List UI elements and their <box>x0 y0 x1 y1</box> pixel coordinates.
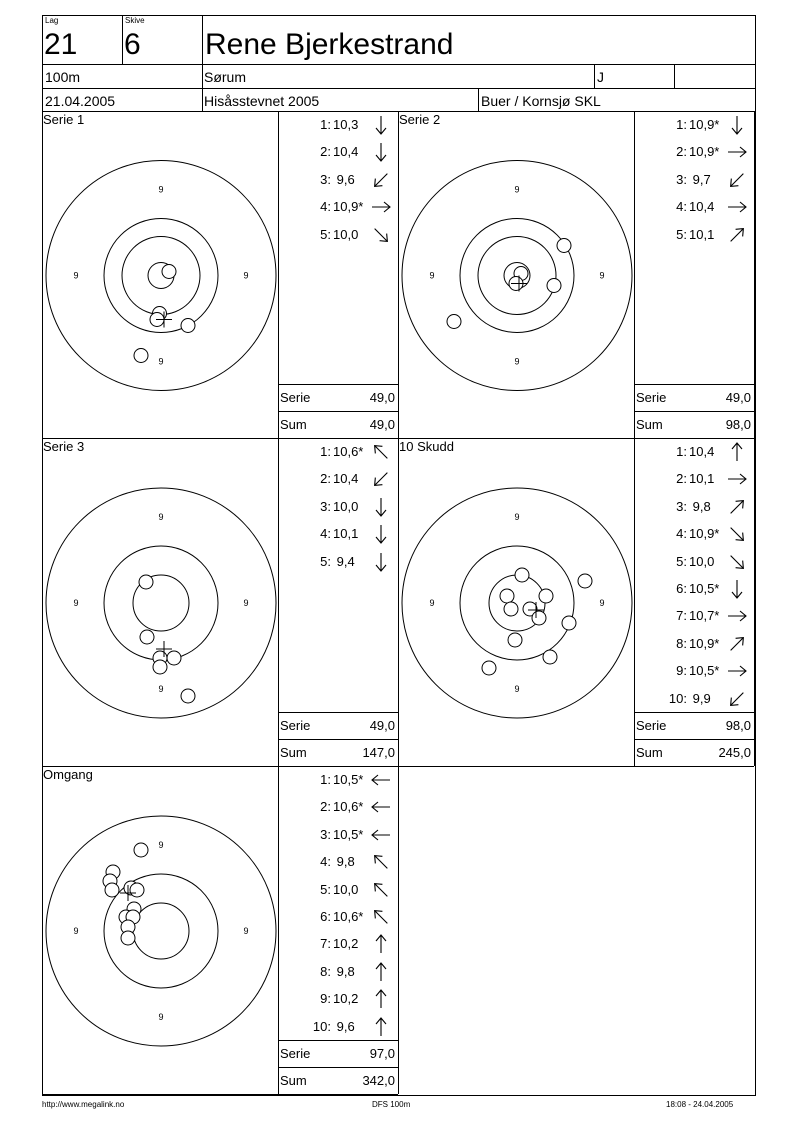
sum-label: Sum <box>280 1073 307 1088</box>
ring-label: 9 <box>243 270 249 281</box>
target-diagram <box>398 438 634 766</box>
direction-arrow-icon <box>371 989 391 1009</box>
direction-arrow-icon <box>371 962 391 982</box>
direction-arrow-icon <box>371 770 391 790</box>
shot-impact <box>578 574 592 588</box>
shot-number: 3: <box>676 171 687 187</box>
shot-number: 8: <box>676 635 687 651</box>
serie-label: Serie <box>280 1046 311 1061</box>
ring-label: 9 <box>514 684 520 694</box>
shot-number: 2: <box>320 471 331 487</box>
shot-impact <box>562 616 576 630</box>
sum-value: 49,0 <box>369 417 395 432</box>
date: 21.04.2005 <box>45 93 116 109</box>
shot-value: 9,8 <box>689 498 711 514</box>
shot-number: 2: <box>320 144 331 160</box>
sum-divider <box>278 739 398 740</box>
direction-arrow-icon <box>371 524 391 544</box>
direction-arrow-icon <box>371 852 391 872</box>
shot-number: 10: <box>312 1018 331 1034</box>
shot-number: 1: <box>676 117 687 132</box>
direction-arrow-icon <box>371 825 391 845</box>
ring-label: 9 <box>599 270 605 281</box>
panel-2 <box>398 111 754 438</box>
sum-divider <box>634 411 754 412</box>
shot-value: 10,9* <box>689 635 720 651</box>
shot-impact <box>532 611 546 625</box>
event-name: Hisåsstevnet 2005 <box>204 93 320 109</box>
direction-arrow-icon <box>727 115 747 135</box>
shot-value: 10,0 <box>333 498 359 514</box>
target-ring-2 <box>104 874 218 988</box>
panel-divider <box>278 438 279 766</box>
direction-arrow-icon <box>727 170 747 190</box>
sum-value: 98,0 <box>725 417 751 432</box>
sum-value: 342,0 <box>362 1073 395 1088</box>
serie-value: 97,0 <box>369 1046 395 1061</box>
panel-4 <box>398 438 754 766</box>
panel-right-border <box>398 766 399 1094</box>
panel-1 <box>42 111 398 438</box>
shot-number: 1: <box>320 117 331 132</box>
ring-label: 9 <box>158 512 164 522</box>
shot-impact <box>557 239 571 253</box>
direction-arrow-icon <box>727 225 747 245</box>
shot-impact <box>162 265 176 279</box>
shot-number: 4: <box>320 526 331 542</box>
ring-label: 9 <box>158 356 164 367</box>
sum-label: Sum <box>636 417 663 432</box>
shot-number: 6: <box>676 581 687 596</box>
shot-number: 3: <box>320 498 331 514</box>
serie-divider <box>634 712 754 713</box>
panel-title: Serie 2 <box>399 112 441 127</box>
shot-number: 7: <box>676 608 687 624</box>
shot-number: 2: <box>676 144 687 160</box>
shot-impact <box>447 315 461 329</box>
shot-number: 3: <box>676 498 687 514</box>
lag-caption: Lag <box>45 16 59 25</box>
target-diagram <box>42 111 278 438</box>
target-diagram <box>42 438 278 766</box>
shot-number: 6: <box>320 909 331 924</box>
shot-impact <box>543 650 557 664</box>
shot-value: 10,0 <box>689 553 715 569</box>
shot-value: 10,5* <box>689 581 720 596</box>
direction-arrow-icon <box>371 907 391 927</box>
direction-arrow-icon <box>727 142 747 162</box>
panel-divider <box>634 438 635 766</box>
ring-label: 9 <box>514 356 520 367</box>
ring-label: 9 <box>73 270 79 281</box>
shot-impact <box>139 575 153 589</box>
panel-bottom-border <box>398 766 754 767</box>
ring-label: 9 <box>514 184 520 195</box>
panel-title: Serie 1 <box>43 112 85 127</box>
shot-value: 10,3 <box>333 117 359 132</box>
shot-impact <box>181 689 195 703</box>
distance: 100m <box>45 69 81 85</box>
shot-impact <box>539 589 553 603</box>
shot-impact <box>134 349 148 363</box>
shot-number: 5: <box>676 553 687 569</box>
shot-impact <box>153 660 167 674</box>
shot-value: 10,4 <box>333 471 359 487</box>
shot-value: 10,5* <box>689 663 720 679</box>
direction-arrow-icon <box>727 497 747 517</box>
ring-label: 9 <box>243 598 249 608</box>
serie-value: 98,0 <box>725 718 751 733</box>
target-ring-2 <box>104 546 218 660</box>
shot-impact <box>504 602 518 616</box>
shot-number: 2: <box>676 471 687 487</box>
shot-value: 10,9* <box>689 144 720 160</box>
serie-value: 49,0 <box>369 718 395 733</box>
ring-label: 9 <box>158 1012 164 1022</box>
direction-arrow-icon <box>371 469 391 489</box>
club-location: Sørum <box>204 69 246 85</box>
direction-arrow-icon <box>727 634 747 654</box>
shot-number: 5: <box>676 226 687 242</box>
panel-right-border <box>754 438 755 766</box>
serie-divider <box>278 712 398 713</box>
ring-label: 9 <box>429 598 435 608</box>
serie-divider <box>278 384 398 385</box>
direction-arrow-icon <box>727 661 747 681</box>
shot-value: 9,6 <box>333 171 355 187</box>
shot-impact <box>140 630 154 644</box>
shot-number: 5: <box>320 226 331 242</box>
shot-impact <box>105 883 119 897</box>
serie-label: Serie <box>636 718 667 733</box>
direction-arrow-icon <box>371 170 391 190</box>
footer-timestamp: 18:08 - 24.04.2005 <box>666 1100 734 1109</box>
panel-divider <box>278 766 279 1094</box>
ring-label: 9 <box>73 598 79 608</box>
shot-value: 10,5* <box>333 772 364 787</box>
shot-value: 9,9 <box>689 690 711 706</box>
direction-arrow-icon <box>371 497 391 517</box>
ring-label: 9 <box>73 926 79 936</box>
target-diagram <box>398 111 634 438</box>
direction-arrow-icon <box>371 797 391 817</box>
shot-number: 4: <box>676 526 687 542</box>
shot-impact <box>482 661 496 675</box>
sum-divider <box>634 739 754 740</box>
direction-arrow-icon <box>727 197 747 217</box>
shot-value: 10,0 <box>333 226 359 242</box>
serie-label: Serie <box>280 718 311 733</box>
direction-arrow-icon <box>371 880 391 900</box>
shot-number: 4: <box>676 199 687 215</box>
sum-value: 147,0 <box>362 745 395 760</box>
ring-label: 9 <box>158 184 164 195</box>
shot-impact <box>134 843 148 857</box>
direction-arrow-icon <box>371 197 391 217</box>
direction-arrow-icon <box>371 552 391 572</box>
range-name: Buer / Kornsjø SKL <box>481 93 601 109</box>
direction-arrow-icon <box>727 442 747 462</box>
shot-impact <box>508 633 522 647</box>
shot-number: 7: <box>320 936 331 952</box>
serie-value: 49,0 <box>369 390 395 405</box>
ring-label: 9 <box>243 926 249 936</box>
shot-value: 10,1 <box>333 526 359 542</box>
shot-value: 10,4 <box>689 199 715 215</box>
direction-arrow-icon <box>727 524 747 544</box>
shot-number: 9: <box>320 991 331 1007</box>
shot-value: 10,1 <box>689 471 715 487</box>
footer-url: http://www.megalink.no <box>42 1100 125 1109</box>
shot-impact <box>167 651 181 665</box>
shot-number: 1: <box>320 772 331 787</box>
panel-title: 10 Skudd <box>399 439 454 454</box>
shot-number: 1: <box>676 444 687 459</box>
shot-value: 9,8 <box>333 854 355 870</box>
shot-value: 10,9* <box>689 117 720 132</box>
target-ring-3 <box>133 903 189 959</box>
shot-value: 10,4 <box>333 144 359 160</box>
shot-value: 9,6 <box>333 1018 355 1034</box>
shot-impact <box>181 319 195 333</box>
shot-number: 2: <box>320 799 331 815</box>
panel-right-border <box>754 111 755 438</box>
panel-title: Serie 3 <box>43 439 85 454</box>
sum-label: Sum <box>280 417 307 432</box>
serie-divider <box>634 384 754 385</box>
direction-arrow-icon <box>371 115 391 135</box>
direction-arrow-icon <box>727 579 747 599</box>
ring-label: 9 <box>599 598 605 608</box>
shot-number: 4: <box>320 854 331 870</box>
shot-impact <box>515 568 529 582</box>
shooter-name: Rene Bjerkestrand <box>205 28 454 61</box>
direction-arrow-icon <box>727 689 747 709</box>
sum-label: Sum <box>636 745 663 760</box>
shot-impact <box>500 589 514 603</box>
shot-value: 10,2 <box>333 991 359 1007</box>
serie-value: 49,0 <box>725 390 751 405</box>
shot-impact <box>130 883 144 897</box>
shot-value: 9,7 <box>689 171 711 187</box>
shot-value: 10,4 <box>689 444 715 459</box>
target-diagram <box>42 766 278 1094</box>
shot-number: 5: <box>320 881 331 897</box>
panel-divider <box>278 111 279 438</box>
class: J <box>597 69 604 85</box>
shot-number: 8: <box>320 963 331 979</box>
shot-value: 10,6* <box>333 444 364 459</box>
direction-arrow-icon <box>727 469 747 489</box>
ring-label: 9 <box>514 512 520 522</box>
ring-label: 9 <box>158 840 164 850</box>
sum-label: Sum <box>280 745 307 760</box>
shot-number: 9: <box>676 663 687 679</box>
shot-value: 9,4 <box>333 553 355 569</box>
direction-arrow-icon <box>371 934 391 954</box>
sum-value: 245,0 <box>718 745 751 760</box>
direction-arrow-icon <box>727 552 747 572</box>
shot-value: 10,7* <box>689 608 720 624</box>
shot-value: 10,0 <box>333 881 359 897</box>
direction-arrow-icon <box>371 225 391 245</box>
direction-arrow-icon <box>371 1017 391 1037</box>
footer-program: DFS 100m <box>372 1100 411 1109</box>
panel-3 <box>42 438 398 766</box>
shot-number: 4: <box>320 199 331 215</box>
shot-value: 10,5* <box>333 826 364 842</box>
shot-value: 10,2 <box>333 936 359 952</box>
shot-value: 10,9* <box>333 199 364 215</box>
skive-caption: Skive <box>125 16 145 25</box>
shot-value: 10,9* <box>689 526 720 542</box>
ring-label: 9 <box>429 270 435 281</box>
shot-number: 3: <box>320 171 331 187</box>
sum-divider <box>278 1067 398 1068</box>
direction-arrow-icon <box>371 442 391 462</box>
direction-arrow-icon <box>371 142 391 162</box>
shot-value: 10,6* <box>333 799 364 815</box>
lag-value: 21 <box>44 28 78 61</box>
shot-number: 10: <box>668 690 687 706</box>
shot-impact <box>121 931 135 945</box>
ring-label: 9 <box>158 684 164 694</box>
shot-number: 3: <box>320 826 331 842</box>
serie-label: Serie <box>280 390 311 405</box>
target-ring-3 <box>122 237 200 315</box>
shot-value: 10,6* <box>333 909 364 924</box>
panel-title: Omgang <box>43 767 93 782</box>
shot-value: 9,8 <box>333 963 355 979</box>
shot-impact <box>547 279 561 293</box>
sum-divider <box>278 411 398 412</box>
shot-number: 5: <box>320 553 331 569</box>
shot-number: 1: <box>320 444 331 459</box>
serie-label: Serie <box>636 390 667 405</box>
shot-value: 10,1 <box>689 226 715 242</box>
panel-bottom-border <box>42 1094 398 1095</box>
serie-divider <box>278 1040 398 1041</box>
panel-divider <box>634 111 635 438</box>
panel-5 <box>42 766 398 1094</box>
direction-arrow-icon <box>727 606 747 626</box>
skive-value: 6 <box>124 28 141 61</box>
